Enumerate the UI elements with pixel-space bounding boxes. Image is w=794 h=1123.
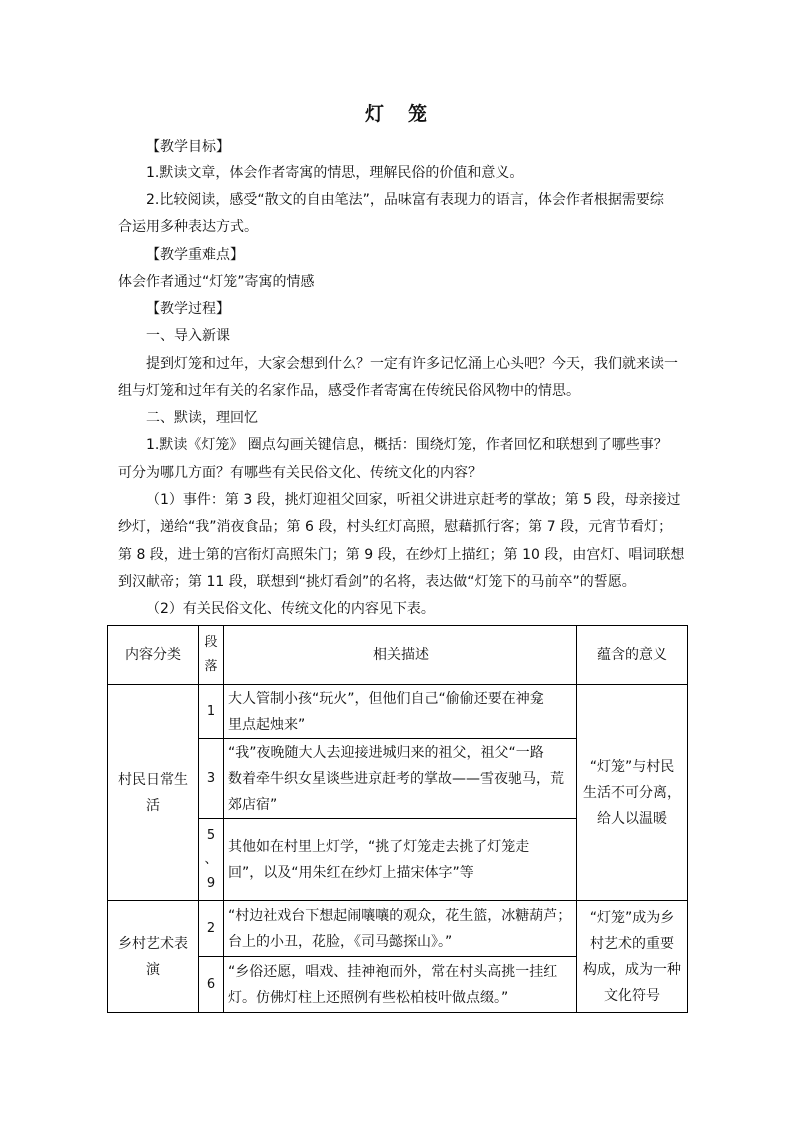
process-heading: 【教学过程】 xyxy=(146,301,230,317)
answer-2: （2）有关民俗文化、传统文化的内容见下表。 xyxy=(146,601,435,617)
meaning-line: 构成，成为一种 xyxy=(583,961,681,978)
meaning-line: 村艺术的重要 xyxy=(590,935,674,952)
description-line: 回”，以及“用朱红在纱灯上描宋体字”等 xyxy=(228,864,474,881)
meaning-line: “灯笼”成为乡 xyxy=(589,909,675,926)
description-line: “我”夜晚随大人去迎接进城归来的祖父，祖父“一路 xyxy=(228,744,544,761)
page-title xyxy=(0,99,794,126)
title-char-1: 灯 xyxy=(364,103,386,125)
table-header-row xyxy=(108,626,688,685)
goal-2-line-1: 2.比较阅读，感受“散文的自由笔法”，品味富有表现力的语言，体会作者根据需要综 xyxy=(146,192,664,208)
meaning-line: 生活不可分离， xyxy=(583,784,681,801)
description-line: “乡俗还愿，唱戏、挂神袍而外，常在村头高挑一挂红 xyxy=(228,963,558,980)
category-line: 乡村艺术表 xyxy=(118,935,188,952)
para-cell xyxy=(199,901,224,957)
answer-1-line-1: （1）事件：第 3 段，挑灯迎祖父回家，听祖父讲进京赶考的掌故；第 5 段，母亲接过 xyxy=(146,492,681,508)
header-paragraph xyxy=(199,626,224,685)
description-line: 里点起烛来” xyxy=(228,716,306,733)
goal-2-line-2: 合运用多种表达方式。 xyxy=(118,219,258,235)
meaning-daily-life xyxy=(577,685,688,901)
description-line: 灯。仿佛灯柱上还照例有些松柏枝叶做点缀。” xyxy=(228,989,509,1006)
para-number: 1 xyxy=(206,703,216,719)
question-1-line-1: 1.默读《灯笼》 圈点勾画关键信息，概括：围绕灯笼，作者回忆和联想到了哪些事？ xyxy=(146,437,668,453)
para-cell xyxy=(199,685,224,739)
category-line: 村民日常生 xyxy=(118,771,188,788)
key-text: 体会作者通过“灯笼”寄寓的情感 xyxy=(118,274,315,290)
table-row xyxy=(108,685,688,739)
para-number: 2 xyxy=(206,920,216,936)
description-line: 数着牵牛织女星谈些进京赶考的掌故——雪夜驰马，荒 xyxy=(228,770,564,787)
title-char-2: 笼 xyxy=(408,103,430,125)
answer-1-line-4: 到汉献帝；第 11 段，联想到“挑灯看剑”的名将，表达做“灯笼下的马前卒”的誓愿。 xyxy=(118,574,636,590)
header-category: 内容分类 xyxy=(108,626,199,685)
meaning-village-art xyxy=(577,901,688,1013)
intro-line-1: 提到灯笼和过年，大家会想到什么？一定有许多记忆涌上心头吧？今天，我们就来读一 xyxy=(146,356,678,372)
content-table xyxy=(107,625,688,1013)
para-separator: 、 xyxy=(204,851,218,867)
key-heading: 【教学重难点】 xyxy=(146,247,244,263)
intro-line-2: 组与灯笼和过年有关的名家作品，感受作者寄寓在传统民俗风物中的情思。 xyxy=(118,383,580,399)
description-cell xyxy=(224,819,577,901)
header-meaning: 蕴含的意义 xyxy=(577,626,688,685)
header-para-char-1: 段 xyxy=(204,635,218,650)
answer-1-line-3: 第 8 段，进士第的宫衔灯高照朱门；第 9 段，在纱灯上描红；第 10 段，由宫灯、唱词联想 xyxy=(118,547,685,563)
para-number: 6 xyxy=(206,976,216,992)
meaning-line: 文化符号 xyxy=(604,987,660,1004)
para-cell xyxy=(199,957,224,1013)
para-number: 5 xyxy=(206,827,216,843)
description-cell xyxy=(224,957,577,1013)
description-line: 大人管制小孩“玩火”，但他们自己“偷偷还要在神龛 xyxy=(228,690,544,707)
question-1-line-2: 可分为哪几方面？有哪些有关民俗文化、传统文化的内容？ xyxy=(118,465,482,481)
meaning-line: “灯笼”与村民 xyxy=(589,758,675,775)
goal-1: 1.默读文章，体会作者寄寓的情思，理解民俗的价值和意义。 xyxy=(146,165,524,181)
description-line: 郊店宿” xyxy=(228,796,278,813)
header-para-char-2: 落 xyxy=(204,659,218,674)
description-line: 台上的小丑，花脸，《司马懿探山》。” xyxy=(228,933,453,950)
header-description: 相关描述 xyxy=(224,626,577,685)
para-number: 9 xyxy=(206,875,216,891)
category-line: 活 xyxy=(146,797,160,814)
category-village-art xyxy=(108,901,199,1013)
description-line: 其他如在村里上灯学，“挑了灯笼走去挑了灯笼走 xyxy=(228,838,530,855)
step-1-heading: 一、导入新课 xyxy=(146,328,230,344)
para-cell xyxy=(199,739,224,819)
table-row xyxy=(108,901,688,957)
category-line: 演 xyxy=(146,961,160,978)
category-daily-life xyxy=(108,685,199,901)
step-2-heading: 二、默读，理回忆 xyxy=(146,410,258,426)
para-number: 3 xyxy=(206,770,216,786)
meaning-line: 给人以温暖 xyxy=(597,810,667,827)
para-cell xyxy=(199,819,224,901)
description-cell xyxy=(224,901,577,957)
description-cell xyxy=(224,685,577,739)
description-cell xyxy=(224,739,577,819)
goal-heading: 【教学目标】 xyxy=(146,139,230,155)
answer-1-line-2: 纱灯，递给“我”消夜食品；第 6 段，村头红灯高照，慰藉抓行客；第 7 段，元宵节看灯； xyxy=(118,519,673,535)
description-line: “村边社戏台下想起闹嚷嚷的观众，花生篮，冰糖葫芦； xyxy=(228,907,572,924)
